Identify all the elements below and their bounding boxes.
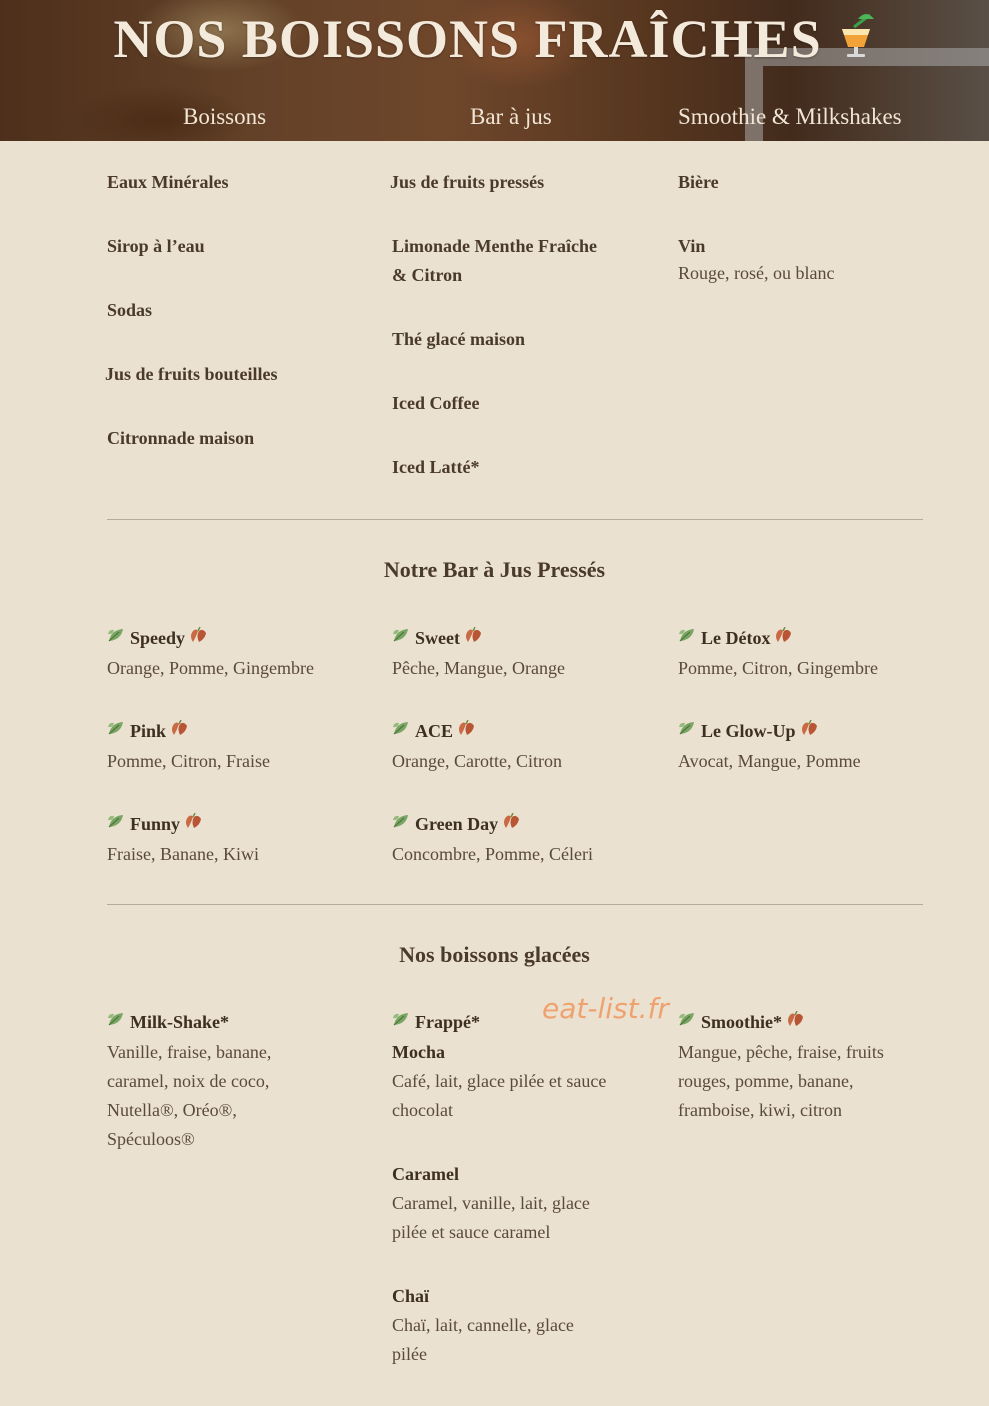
leaf-icon bbox=[107, 623, 125, 652]
juice-item bbox=[392, 810, 593, 869]
smoothie-desc-line: Mangue, pêche, fraise, fruits bbox=[678, 1042, 884, 1063]
leaf-icon bbox=[392, 809, 410, 838]
watermark: eat-list.fr bbox=[542, 992, 669, 1025]
fruit-icon bbox=[189, 623, 207, 652]
category-item[interactable]: Iced Latté* bbox=[392, 457, 480, 477]
leaf-icon bbox=[678, 623, 696, 652]
milkshake-desc-line: caramel, noix de coco, bbox=[107, 1071, 270, 1092]
category-item[interactable]: Jus de fruits bouteilles bbox=[105, 364, 278, 384]
leaf-icon bbox=[678, 716, 696, 745]
category-item[interactable] bbox=[678, 236, 834, 284]
section-title-juice-bar: Notre Bar à Jus Pressés bbox=[383, 557, 606, 582]
juice-item bbox=[107, 624, 314, 683]
frappe-variant-desc: Chaï, lait, cannelle, glace bbox=[392, 1315, 574, 1336]
category-item-label: Vin bbox=[678, 236, 706, 256]
section-title-iced-drinks: Nos boissons glacées bbox=[399, 942, 590, 967]
category-item[interactable]: Limonade Menthe Fraîche bbox=[392, 236, 597, 256]
category-item[interactable]: Bière bbox=[678, 172, 719, 192]
milkshake-item bbox=[107, 1008, 271, 1154]
tab-smoothie-milkshakes[interactable]: Smoothie & Milkshakes bbox=[678, 104, 902, 129]
juice-item-name: Pink bbox=[130, 721, 167, 741]
tropical-drink-icon bbox=[836, 10, 876, 72]
juice-item-desc: Pêche, Mangue, Orange bbox=[392, 658, 565, 679]
leaf-icon bbox=[107, 809, 125, 838]
category-item[interactable]: Sodas bbox=[107, 300, 153, 320]
frappe-variant-name: Caramel bbox=[392, 1164, 459, 1185]
milkshake-desc-line: Spéculoos® bbox=[107, 1129, 195, 1150]
smoothie-item bbox=[678, 1008, 884, 1125]
category-item[interactable]: Citronnade maison bbox=[107, 428, 255, 448]
leaf-icon bbox=[392, 716, 410, 745]
section-divider bbox=[107, 519, 923, 520]
juice-item-name: Green Day bbox=[415, 814, 499, 834]
juice-item-name: Sweet bbox=[415, 628, 460, 648]
juice-item bbox=[392, 717, 562, 776]
smoothie-desc-line: rouges, pomme, banane, bbox=[678, 1071, 854, 1092]
juice-item-desc: Orange, Carotte, Citron bbox=[392, 751, 562, 772]
juice-item-desc: Concombre, Pomme, Céleri bbox=[392, 844, 593, 865]
fruit-icon bbox=[786, 1007, 804, 1036]
milkshake-name: Milk-Shake* bbox=[130, 1012, 230, 1032]
page-title-text: NOS BOISSONS FRAÎCHES bbox=[113, 9, 822, 69]
leaf-icon bbox=[678, 1007, 696, 1036]
frappe-item bbox=[392, 1008, 606, 1369]
juice-item-desc: Pomme, Citron, Fraise bbox=[107, 751, 270, 772]
juice-item-desc: Fraise, Banane, Kiwi bbox=[107, 844, 259, 865]
juice-item-desc: Avocat, Mangue, Pomme bbox=[678, 751, 861, 772]
leaf-icon bbox=[107, 1007, 125, 1036]
juice-item bbox=[107, 717, 270, 776]
juice-item-desc: Pomme, Citron, Gingembre bbox=[678, 658, 878, 679]
juice-item-name: ACE bbox=[415, 721, 454, 741]
frappe-variant-desc: pilée et sauce caramel bbox=[392, 1222, 551, 1243]
category-item[interactable]: Iced Coffee bbox=[392, 393, 480, 413]
leaf-icon bbox=[392, 1007, 410, 1036]
tab-boissons[interactable]: Boissons bbox=[183, 104, 267, 129]
section-divider bbox=[107, 904, 923, 905]
fruit-icon bbox=[170, 716, 188, 745]
juice-item-desc: Orange, Pomme, Gingembre bbox=[107, 658, 314, 679]
header-banner bbox=[0, 0, 989, 141]
juice-item-name: Funny bbox=[130, 814, 181, 834]
category-item[interactable]: Thé glacé maison bbox=[392, 329, 525, 349]
frappe-name: Frappé* bbox=[415, 1012, 480, 1032]
category-item[interactable]: Eaux Minérales bbox=[107, 172, 229, 192]
fruit-icon bbox=[184, 809, 202, 838]
frappe-variant-desc: Café, lait, glace pilée et sauce bbox=[392, 1071, 607, 1092]
category-item-continued[interactable]: & Citron bbox=[392, 265, 463, 285]
juice-item bbox=[678, 717, 861, 776]
frappe-variant-desc: pilée bbox=[392, 1344, 427, 1365]
juice-item-name: Le Détox bbox=[701, 628, 771, 648]
page-title bbox=[0, 8, 989, 76]
juice-item bbox=[392, 624, 565, 683]
category-item[interactable]: Sirop à l’eau bbox=[107, 236, 205, 256]
tab-bar-a-jus[interactable]: Bar à jus bbox=[470, 104, 552, 129]
juice-item-name: Le Glow-Up bbox=[701, 721, 796, 741]
leaf-icon bbox=[392, 623, 410, 652]
leaf-icon bbox=[107, 716, 125, 745]
category-item[interactable]: Jus de fruits pressés bbox=[390, 172, 545, 192]
milkshake-desc-line: Nutella®, Oréo®, bbox=[107, 1100, 237, 1121]
smoothie-name: Smoothie* bbox=[701, 1012, 782, 1032]
frappe-variant-desc: Caramel, vanille, lait, glace bbox=[392, 1193, 590, 1214]
juice-item-name: Speedy bbox=[130, 628, 186, 648]
frappe-variant-name: Mocha bbox=[392, 1042, 445, 1063]
juice-item bbox=[107, 810, 259, 869]
smoothie-desc-line: framboise, kiwi, citron bbox=[678, 1100, 842, 1121]
fruit-icon bbox=[774, 623, 792, 652]
fruit-icon bbox=[502, 809, 520, 838]
fruit-icon bbox=[800, 716, 818, 745]
milkshake-desc-line: Vanille, fraise, banane, bbox=[107, 1042, 272, 1063]
frappe-variant-name: Chaï bbox=[392, 1286, 430, 1307]
juice-item bbox=[678, 624, 878, 683]
category-item-subtitle: Rouge, rosé, ou blanc bbox=[678, 263, 835, 283]
fruit-icon bbox=[457, 716, 475, 745]
frappe-variant-desc: chocolat bbox=[392, 1100, 453, 1121]
fruit-icon bbox=[464, 623, 482, 652]
